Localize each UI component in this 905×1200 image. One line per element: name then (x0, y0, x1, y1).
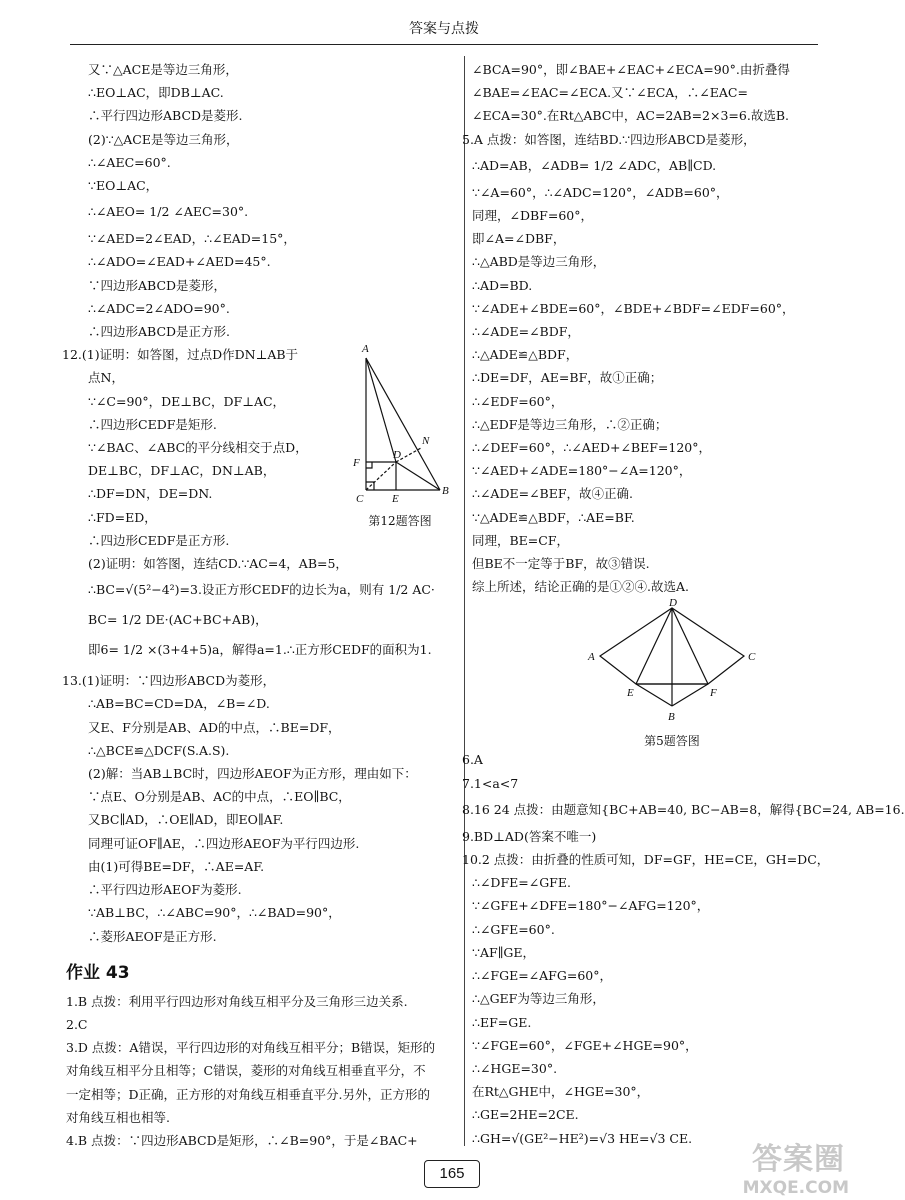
text-line: ∴AD=AB，∠ADB= 1/2 ∠ADC，AB∥CD. (472, 157, 717, 173)
text-line: ∴四边形CEDF是正方形. (88, 532, 230, 548)
text-line: ∴∠EDF=60°， (472, 393, 564, 409)
text-line: (2)∵△ACE是等边三角形， (88, 131, 239, 147)
text-line: ∵∠BAC、∠ABC的平分线相交于点D， (88, 440, 308, 456)
text-line: ∴EF=GE. (472, 1014, 532, 1030)
text-line: ∴∠ADC=2∠ADO=90°. (88, 300, 230, 316)
label-C: C (356, 493, 364, 505)
text-line: ∴四边形CEDF是矩形. (88, 416, 217, 432)
text-line: ∵∠A=60°，∴∠ADC=120°，∠ADB=60°， (472, 184, 729, 200)
text-line: ∵∠AED=2∠EAD，∴∠EAD=15°， (88, 231, 296, 247)
text-line: 7.1<a<7 (462, 775, 519, 791)
text-line: ∵AF∥GE， (472, 944, 536, 960)
text-line: 13.(1)证明：∵四边形ABCD为菱形， (62, 673, 276, 689)
text-line: ∴平行四边形ABCD是菱形. (88, 108, 243, 124)
page-header (70, 0, 818, 45)
q5-steps (472, 151, 852, 599)
label-B: B (668, 711, 675, 724)
text-line: ∴∠ADO=∠EAD+∠AED=45°. (88, 254, 271, 270)
text-line: ∴∠DFE=∠GFE. (472, 875, 571, 891)
text-line: BC= 1/2 DE·(AC+BC+AB)， (88, 612, 268, 628)
text-line: ∴∠ADE=∠BDF， (472, 324, 580, 340)
text-line: ∴∠FGE=∠AFG=60°， (472, 968, 612, 984)
text-line: 一定相等；D正确，正方形的对角线互相垂直平分.另外，正方形的 (66, 1086, 430, 1102)
text-line: (2)证明：如答图，连结CD.∵AC=4，AB=5， (88, 556, 348, 572)
answers-6-10 (462, 748, 905, 871)
text-line: ∴△GEF为等边三角形， (472, 991, 605, 1007)
text-line: ∴△ABD是等边三角形， (472, 254, 606, 270)
text-line: DE⊥BC，DF⊥AC，DN⊥AB， (88, 463, 276, 479)
label-E: E (627, 687, 634, 700)
text-line: ∴DE=DF，AE=BF，故①正确； (472, 370, 663, 386)
text-line: ∴∠AEC=60°. (88, 154, 171, 170)
text-line: ∠BCA=90°，即∠BAE+∠EAC+∠ECA=90°.由折叠得 (472, 62, 790, 77)
text-line: ∴EO⊥AC，即DB⊥AC. (88, 85, 224, 101)
text-line: ∠ECA=30°.在Rt△ABC中，AC=2AB=2×3=6.故选B. (472, 108, 789, 124)
text-line: 6.A (462, 752, 483, 768)
figure-q12 (344, 340, 456, 528)
text-line: 点N， (88, 370, 124, 386)
text-line: ∴菱形AEOF是正方形. (88, 928, 217, 944)
text-line: 3.D 点拨：A错误，平行四边形的对角线互相平分；B错误，矩形的 (66, 1040, 436, 1056)
text-line: ∵∠C=90°，DE⊥BC，DF⊥AC， (88, 393, 286, 409)
watermark-logo: 答案圈 (752, 1142, 845, 1177)
text-line: 12.(1)证明：如答图，过点D作DN⊥AB于 (62, 347, 299, 363)
text-line: 10.2 点拨：由折叠的性质可知，DF=GF，HE=CE，GH=DC， (462, 852, 830, 868)
watermark-url: MXQE.COM (742, 1178, 849, 1198)
text-line: 即6= 1/2 ×(3+4+5)a，解得a=1.∴正方形CEDF的面积为1. (88, 642, 432, 658)
text-line: 又∵△ACE是等边三角形， (88, 62, 238, 77)
q13-solution (62, 669, 460, 947)
page-number: 165 (424, 1160, 480, 1188)
text-line: ∴∠DEF=60°，∴∠AED+∠BEF=120°， (472, 440, 711, 456)
label-C: C (748, 651, 756, 664)
text-line: ∴△BCE≌△DCF(S.A.S). (88, 742, 230, 758)
q5-diagram (472, 598, 852, 730)
text-line: ∴AD=BD. (472, 277, 533, 293)
q4-continued (472, 58, 852, 128)
text-line: 对角线互相也相等. (66, 1109, 170, 1125)
figure-caption: 第12题答图 (368, 514, 432, 528)
left-column (62, 58, 460, 1152)
q12-diagram (344, 340, 456, 508)
label-D: D (393, 449, 401, 461)
text-line: ∴BC=√(5²−4²)=3.设正方形CEDF的边长为a，则有 1/2 AC· (88, 582, 435, 598)
text-line: ∴△EDF是等边三角形，∴②正确； (472, 416, 668, 432)
label-D: D (669, 597, 677, 610)
text-line: 即∠A=∠DBF， (472, 231, 566, 247)
text-line: ∵点E、O分别是AB、AC的中点，∴EO∥BC， (88, 789, 351, 805)
header-title: 答案与点拨 (409, 21, 479, 37)
label-F: F (710, 687, 717, 700)
text-line: ∠BAE=∠EAC=∠ECA.又∵∠ECA，∴∠EAC= (472, 85, 748, 101)
text-line: 8.16 24 点拨：由题意知{BC+AB=40, BC−AB=8，解得{BC=24, AB=16. (462, 801, 905, 817)
text-line: 1.B 点拨：利用平行四边形对角线互相平分及三角形三边关系. (66, 993, 408, 1009)
text-line: ∴∠ADE=∠BEF，故④正确. (472, 486, 634, 502)
text-line: 但BE不一定等于BF，故③错误. (472, 556, 650, 572)
text-line: ∴DF=DN，DE=DN. (88, 486, 213, 502)
text-line: 对角线互相平分且相等；C错误，菱形的对角线互相垂直平分，不 (66, 1063, 426, 1079)
text-line: ∴GE=2HE=2CE. (472, 1107, 579, 1123)
text-line: (2)解：当AB⊥BC时，四边形AEOF为正方形，理由如下： (88, 766, 417, 782)
text-line: ∵∠FGE=60°，∠FGE+∠HGE=90°， (472, 1037, 698, 1053)
text-line: ∵EO⊥AC， (88, 178, 159, 194)
text-line: 综上所述，结论正确的是①②④.故选A. (472, 579, 689, 595)
q11-solution (88, 58, 460, 343)
label-B: B (442, 485, 449, 497)
text-line: ∴∠GFE=60°. (472, 921, 555, 937)
text-line: 2.C (66, 1016, 88, 1032)
text-line: ∵∠AED+∠ADE=180°−∠A=120°， (472, 463, 692, 479)
text-line: 由(1)可得BE=DF，∴AE=AF. (88, 858, 265, 874)
q5-solution (462, 128, 852, 151)
text-line: 又E、F分别是AB、AD的中点，∴BE=DF， (88, 719, 341, 735)
label-N: N (422, 435, 430, 447)
label-E: E (392, 493, 399, 505)
text-line: 在Rt△GHE中，∠HGE=30°， (472, 1084, 650, 1100)
text-line: 4.B 点拨：∵四边形ABCD是矩形，∴∠B=90°，于是∠BAC+ (66, 1132, 418, 1148)
text-line: ∴平行四边形AEOF为菱形. (88, 882, 242, 898)
text-line: 同理，BE=CF， (472, 532, 570, 548)
label-A: A (588, 651, 595, 664)
figure-caption: 第5题答图 (644, 734, 700, 749)
text-line: ∴四边形ABCD是正方形. (88, 324, 231, 340)
column-divider (464, 56, 465, 1146)
text-line: ∴AB=BC=CD=DA，∠B=∠D. (88, 696, 270, 712)
text-line: ∵四边形ABCD是菱形， (88, 277, 227, 293)
section-title: 作业 43 (66, 962, 130, 983)
q10-steps (472, 871, 852, 1149)
text-line: ∵AB⊥BC，∴∠ABC=90°，∴∠BAD=90°， (88, 905, 341, 921)
text-line: 同理可证OF∥AE，∴四边形AEOF为平行四边形. (88, 835, 360, 851)
text-line: 9.BD⊥AD(答案不唯一) (462, 828, 597, 844)
text-line: ∴△ADE≌△BDF， (472, 347, 579, 363)
text-line: ∵∠GFE+∠DFE=180°−∠AFG=120°， (472, 898, 710, 914)
text-line: ∵△ADE≌△BDF，∴AE=BF. (472, 509, 635, 525)
right-column (462, 58, 905, 1150)
text-line: ∴∠AEO= 1/2 ∠AEC=30°. (88, 204, 249, 220)
text-line: 同理，∠DBF=60°， (472, 208, 593, 224)
text-line: ∵∠ADE+∠BDE=60°，∠BDE+∠BDF=∠EDF=60°， (472, 300, 795, 316)
text-line: 又BC∥AD，∴OE∥AD，即EO∥AF. (88, 812, 284, 828)
text-line: 5.A 点拨：如答图，连结BD.∵四边形ABCD是菱形， (462, 131, 756, 147)
label-A: A (362, 343, 369, 355)
homework-43 (66, 990, 460, 1152)
text-line: ∴FD=ED， (88, 509, 157, 525)
text-line: ∴GH=√(GE²−HE²)=√3 HE=√3 CE. (472, 1130, 693, 1146)
label-F: F (353, 457, 360, 469)
text-line: ∴∠HGE=30°. (472, 1060, 558, 1076)
figure-q5 (472, 598, 852, 748)
